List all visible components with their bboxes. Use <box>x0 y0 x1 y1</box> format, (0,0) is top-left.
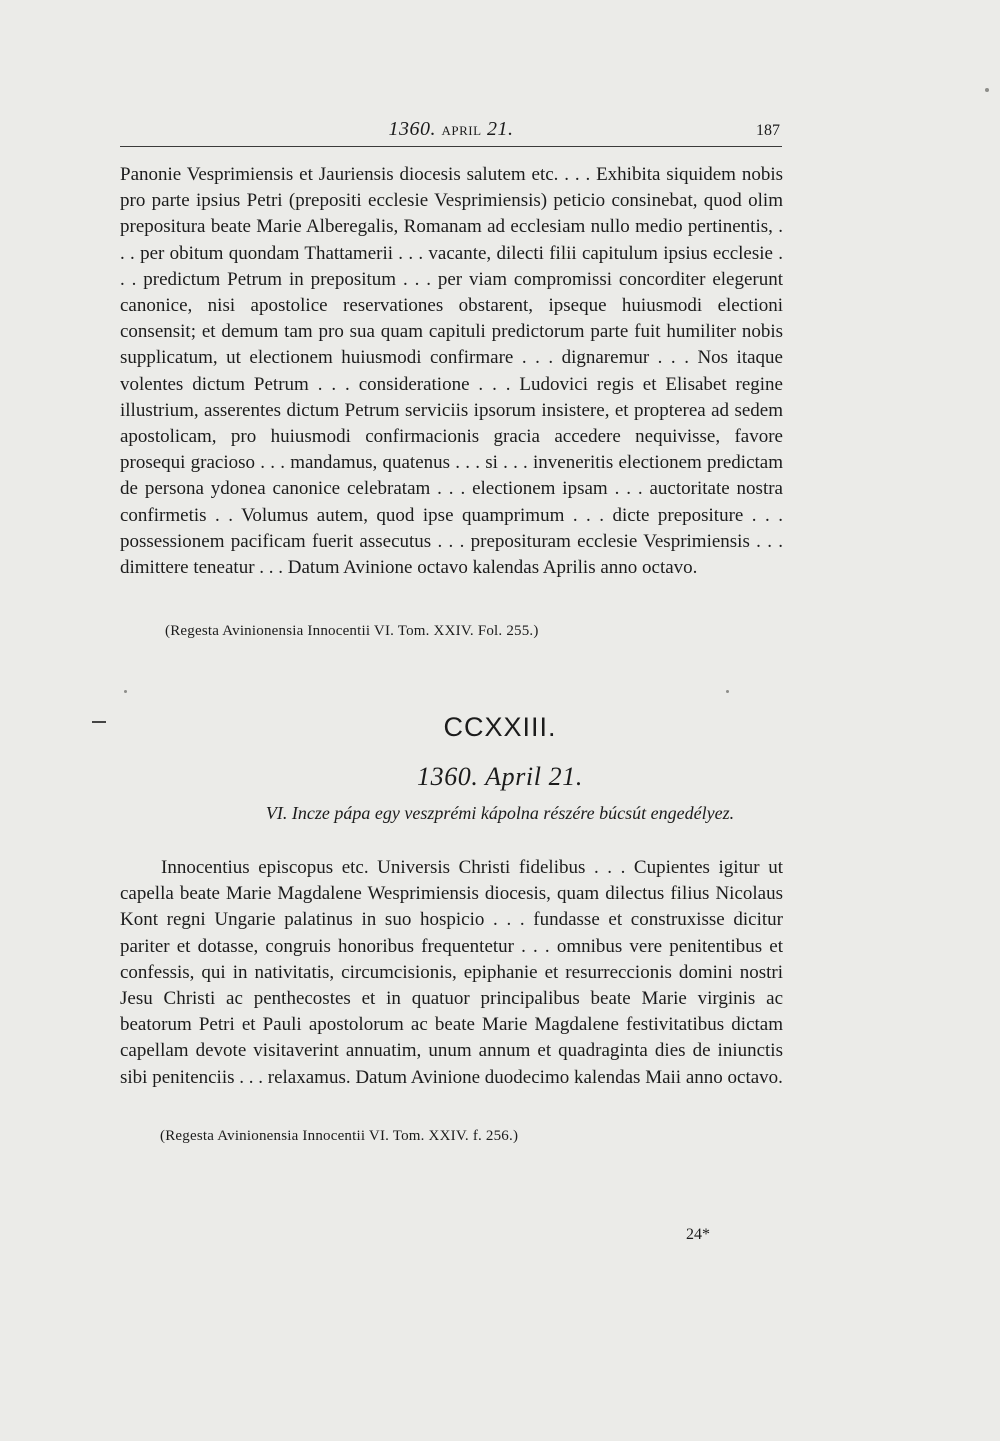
paper-speck <box>985 88 989 92</box>
running-head-day: 21. <box>487 118 514 140</box>
header-rule <box>120 146 782 147</box>
running-head-year: 1360. <box>388 118 436 140</box>
paper-speck <box>726 690 729 693</box>
running-head-date <box>120 118 782 141</box>
document-2-text: Innocentius episcopus etc. Universis Christi fidelibus . . . Cupientes igitur ut capella beate Marie Magdalene Wesprimiensis diocesis, quam dilectus filius Nicolaus Kont regni Ungarie palatinus in suo hospicio . . . fundasse et construxisse dicitur pariter et dotasse, congruis honoribus frequentetur . . . omnibus vere penitentibus et confessis, qui in nativitatis, circumcisionis, epiphanie et resurreccionis domini nostri Jesu Christi ac penthecostes et in quatuor principalibus beate Marie virginis ac beatorum Petri et Pauli apostolorum ac beate Marie Magdalene festivitatibus dictam capellam devote visitaverint annuatim, unum annum et quadraginta dies de iniunctis sibi penitenciis . . . relaxamus. Datum Avinione duodecimo kalendas Maii anno octavo. <box>120 857 783 1088</box>
signature-mark: 24* <box>686 1226 710 1243</box>
document-number: CCXXIII. <box>443 712 557 742</box>
document-1-text: Panonie Vesprimiensis et Jauriensis diocesis salutem etc. . . . Exhibita siquidem nobis pro parte ipsius Petri (prepositi ecclesie Vesprimiensis) peticio consinebat, quod olim prepositura beate Marie Alberegalis, Romanam ad ecclesiam nullo medio pertinentis, . . . per obitum quondam Thattamerii . . . vacante, dilecti filii capitulum ipsius ecclesie . . . predictum Petrum in prepositum . . . per viam compromissi concorditer elegerunt canonice, nisi apostolice reservationes obstarent, ipseque huiusmodi electioni consensit; et demum tam pro sua quam capituli predictorum parte fuit humiliter nobis supplicatum, ut electionem huiusmodi confirmare . . . dignaremur . . . Nos itaque volentes dictum Petrum . . . consideratione . . . Ludovici regis et Elisabet regine illustrium, asserentes dictum Petrum serviciis ipsorum insistere, et propterea ad sedem apostolicam, pro huiusmodi confirmacionis gracia accedere nequivisse, favore prosequi gracioso . . . mandamus, quatenus . . . si . . . inveneritis electionem predictam de persona ydonea canonice celebratam . . . electionem ipsam . . . auctoritate nostra confirmetis . . Volumus autem, quod ipse quamprimum . . . dicte prepositure . . . possessionem pacificam fuerit assecutus . . . preposituram ecclesie Vesprimiensis . . . dimittere teneatur . . . Datum Avinione octavo kalendas Aprilis anno octavo. <box>120 164 783 579</box>
paper-speck <box>124 690 127 693</box>
document-date: 1360. April 21. <box>417 762 583 791</box>
document-summary: VI. Incze pápa egy veszprémi kápolna részére búcsút engedélyez. <box>265 803 735 823</box>
page-number: 187 <box>756 122 780 139</box>
document-1-body <box>120 162 783 581</box>
document-1-source: (Regesta Avinionensia Innocentii VI. Tom. XXIV. Fol. 255.) <box>165 623 539 639</box>
document-2-source: (Regesta Avinionensia Innocentii VI. Tom. XXIV. f. 256.) <box>160 1128 519 1144</box>
running-head-month: APRIL <box>441 123 482 138</box>
document-2-body <box>120 855 783 1091</box>
